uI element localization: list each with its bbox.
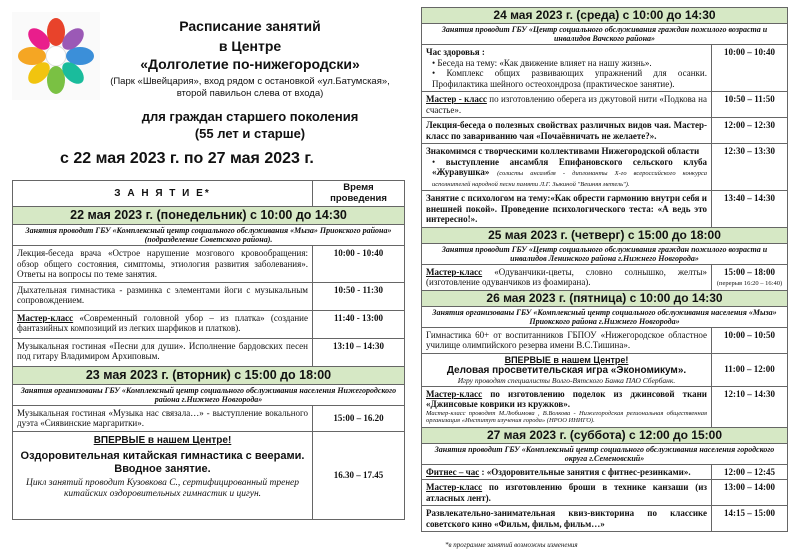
time-cell: 12:30 – 13:30 [712,144,788,191]
promo-note: Игру проводят специалисты Волго-Вятского Банка ПАО Сбербанк. [457,375,676,385]
organizer-note: Занятия проводит ГБУ «Центр социального обслуживания граждан пожилого возраста и инвалидов Ленинского района г.Нижнего Новгорода» [422,243,788,264]
organizer-note: Занятия проводит ГБУ «Комплексный центр социального обслуживания населения городского округа г.Семеновский» [422,443,788,464]
page-title: Расписание занятий [179,18,321,34]
activity-cell [422,386,712,427]
table-row [422,327,788,353]
column-header-time: Время проведения [313,181,405,207]
activity-text: по изготовлению оберега из джутовой нити «Подкова на счастье». [426,94,707,115]
activity-cell: Дыхательная гимнастика - разминка с элементами йоги с музыкальным сопровождением. [13,282,313,310]
table-row [422,480,788,506]
changes-footnote: *в программе занятий возможны изменения [445,541,578,549]
activity-text: «Одуванчики-цветы, словно солнышко, желты» (изготовление одуванчиков из фоамирана). [426,266,707,287]
table-row [422,386,788,427]
activity-text: : «Оздоровительные занятия с фитнес-резинками». [479,466,691,477]
activity-cell [422,464,712,480]
time-cell: 10:50 - 11:30 [313,282,405,310]
time-cell: 10:00 – 10:50 [712,327,788,353]
folk-text: выступление ансамбля Епифановского сельского клуба «Журавушка» [432,156,707,177]
time-cell: 15:00 – 16.20 [313,405,405,431]
center-logo-icon [12,12,100,100]
activity-prefix: Мастер-класс [17,312,74,323]
table-row [13,282,405,310]
table-row [422,264,788,290]
activity-prefix: Мастер-класс [426,266,483,277]
table-row [422,353,788,386]
time-cell: 14:15 – 15:00 [712,506,788,532]
activity-cell [422,144,712,191]
day-header: 26 мая 2023 г. (пятница) с 10:00 до 14:30 [422,290,788,306]
activity-cell [422,480,712,506]
activity-cell: Развлекательно-занимательная квиз-викторина по классике советского кино «Фильм, фильм, фильм…» [422,506,712,532]
promo-title: Деловая просветительская игра «Экономикум». [446,364,687,376]
promo-cell [422,353,712,386]
time-cell: 10:00 – 10:40 [712,45,788,92]
location-line2: второй павильон слева от входа) [176,88,324,99]
activity-text: «Современный головной убор – из платка» (создание фантазийных композиций из легких шарфиков и платков). [17,312,308,333]
day-header: 24 мая 2023 г. (среда) с 10:00 до 14:30 [422,8,788,24]
activity-note: Мастер-класс проводят М.Любимова , В.Волкова - Нижегородская региональная общественная организация «Институт изучения города» (НРОО ИНИГО). [426,409,707,424]
time-cell: 10:00 - 10:40 [313,246,405,283]
activity-cell [13,310,313,338]
organizer-note: Занятия проводит ГБУ «Комплексный центр социального обслуживания «Мыза» Приокского района» (подразделение Советского района). [13,225,405,246]
table-row [422,506,788,532]
list-item: • Комплекс общих развивающих упражнений для осанки. Профилактика шейного остеохондроза (практическое занятие). [432,68,707,89]
time-cell: 11:00 – 12:00 [712,353,788,386]
time-cell: 16.30 – 17.45 [313,431,405,519]
folk-note: (солисты ансамбля - дипломанты Х-го всероссийского конкурса исполнителей народной песни памяти Л.Г. Зыкиной "Вешняя метель"). [432,170,707,188]
right-schedule-table [421,7,788,532]
location-line1: (Парк «Швейцария», вход рядом с остановкой «ул.Батумская», [110,76,390,87]
table-row [422,191,788,228]
promo-cell [13,431,313,519]
left-schedule-table [12,180,405,520]
organizer-note: Занятия проводит ГБУ «Центр социального обслуживания граждан пожилого возраста и инвалидов Вачского района» [422,24,788,45]
folk-heading: Знакомимся с творческими коллективами Нижегородской области [426,146,700,156]
center-name: «Долголетие по-нижегородски» [140,56,360,72]
audience-line1: для граждан старшего поколения [141,109,359,124]
promo-first-label: ВПЕРВЫЕ в нашем Центре! [504,354,629,365]
table-row [422,144,788,191]
activity-cell [422,45,712,92]
day-header: 25 мая 2023 г. (четверг) с 15:00 до 18:00 [422,227,788,243]
activity-prefix: Фитнес – час [426,466,480,477]
time-cell: 13:40 – 14:30 [712,191,788,228]
time-cell: 13:00 – 14:00 [712,480,788,506]
day-header: 22 мая 2023 г. (понедельник) с 10:00 до 14:30 [13,207,405,225]
time-cell: 12:10 – 14:30 [712,386,788,427]
table-row [13,246,405,283]
activity-cell [422,264,712,290]
activity-prefix: Мастер-класс [426,388,483,399]
promo-note: Цикл занятий проводит Кузовкова С., сертифицированный тренер китайских оздоровительных гимнастик и цигун. [25,477,299,499]
table-row [422,45,788,92]
activity-text: по изготовлению броши в технике канзаши (из атласных лент). [426,482,707,503]
table-row [422,464,788,480]
list-item: • Беседа на тему: «Как движение влияет на нашу жизнь». [432,58,707,69]
activity-cell [422,92,712,118]
table-row [422,92,788,118]
time-cell: 13:10 – 14:30 [313,338,405,366]
promo-first-label: ВПЕРВЫЕ в нашем Центре! [93,434,232,446]
table-row [422,118,788,144]
activity-cell: Музыкальная гостиная «Музыка нас связала…» - выступление вокального дуэта «Сиявинские маргаритки». [13,405,313,431]
organizer-note: Занятия организованы ГБУ «Комплексный центр социального обслуживания населения Нижегородского района г.Нижнего Новгорода» [13,384,405,405]
break-note: (перерыв 16:20 – 16:40) [716,280,783,287]
activity-cell: Занятие с психологом на тему:«Как обрести гармонию внутри себя и внешней покой». Проведение психологического теста: «А ведь это интересно!». [422,191,712,228]
table-row [13,431,405,519]
table-row [13,338,405,366]
organizer-note: Занятия организованы ГБУ «Комплексный центр социального обслуживания населения «Мыза» Приокского района г.Нижнего Новгорода» [422,306,788,327]
day-header: 23 мая 2023 г. (вторник) с 15:00 до 18:00 [13,366,405,384]
activity-cell: Лекция-беседа о полезных свойствах различных видов чая. Мастер-класс по завариванию чая «Почаёвничать не желаете?». [422,118,712,144]
activity-cell: Гимнастика 60+ от воспитанников ГБПОУ «Нижегородское областное училище олимпийского резерва имени В.С.Тишина». [422,327,712,353]
time-cell: 12:00 – 12:30 [712,118,788,144]
activity-cell: Музыкальная гостиная «Песни для души». Исполнение бардовских песен под гитару Владимиром Архиповым. [13,338,313,366]
date-range: с 22 мая 2023 г. по 27 мая 2023 г. [60,150,314,167]
activity-text: по изготовлению поделок из джинсовой ткани «Джинсовые коврики из кружков». [426,388,707,409]
time-cell: 11:40 - 13:00 [313,310,405,338]
time-cell: 10:50 – 11:50 [712,92,788,118]
time-value: 15:00 – 18:00 [724,266,775,277]
table-row [13,405,405,431]
activity-prefix: Мастер-класс [426,482,483,492]
day-header: 27 мая 2023 г. (суббота) с 12:00 до 15:00 [422,427,788,443]
health-hour-heading: Час здоровья : [426,47,485,57]
page-title-line2: в Центре [218,38,282,54]
promo-subtitle: Вводное занятие. [114,462,211,475]
time-cell: 12:00 – 12:45 [712,464,788,480]
activity-prefix: Мастер - класс [426,94,487,104]
audience-line2: (55 лет и старше) [194,126,306,141]
activity-cell: Лекция-беседа врача «Острое нарушение мозгового кровообращения: обзор общего состояния, симптомы, этиология развития заболевания». Ответы на вопросы по теме занятия. [13,246,313,283]
list-item [432,157,707,189]
column-header-activity: З А Н Я Т И Е* [13,181,313,207]
promo-title: Оздоровительная китайская гимнастика с веерами. [20,449,305,462]
time-cell [712,264,788,290]
table-row [13,310,405,338]
